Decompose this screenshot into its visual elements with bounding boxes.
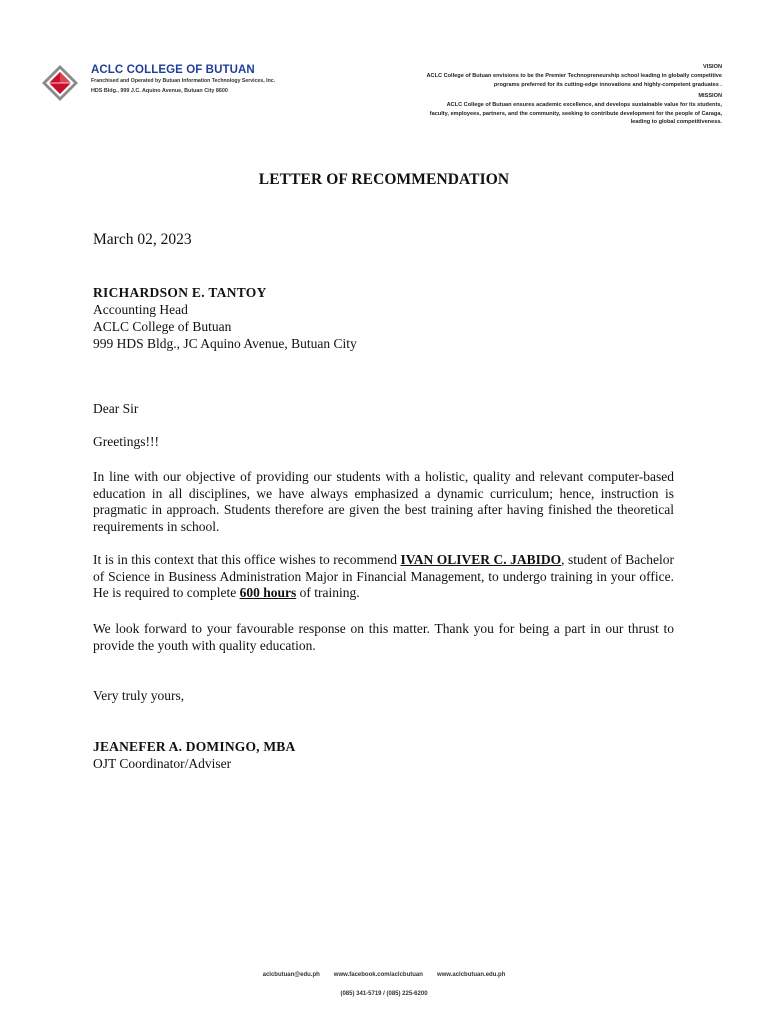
salutation: Dear Sir bbox=[93, 401, 139, 416]
signature-block bbox=[93, 739, 295, 772]
recipient-address: 999 HDS Bldg., JC Aquino Avenue, Butuan City bbox=[93, 336, 357, 351]
paragraph-text: of training. bbox=[296, 585, 360, 600]
student-name: IVAN OLIVER C. JABIDO bbox=[400, 552, 562, 567]
mission-text-line: leading to global competitiveness. bbox=[630, 119, 722, 126]
footer-contact-row bbox=[0, 972, 768, 978]
recipient-name: RICHARDSON E. TANTOY bbox=[93, 285, 267, 300]
letter-date: March 02, 2023 bbox=[93, 231, 192, 248]
aclc-diamond-logo-icon bbox=[40, 63, 80, 103]
school-name: ACLC COLLEGE OF BUTUAN bbox=[91, 64, 255, 76]
mission-heading: MISSION bbox=[698, 92, 722, 99]
franchise-line: Franchised and Operated by Butuan Information Technology Services, Inc. bbox=[91, 78, 276, 84]
paragraph-recommendation bbox=[93, 552, 674, 602]
complimentary-close: Very truly yours, bbox=[93, 688, 185, 703]
paragraph-text: , student of Bachelor of Science in Business Administration Major in Financial Management, to undergo training in your office. He is required to complete bbox=[93, 552, 674, 600]
mission-text-line: faculty, employees, partners, and the community, seeking to contribute development for the people of Caraga, bbox=[429, 110, 722, 117]
vision-mission-block bbox=[342, 63, 722, 127]
signer-name: JEANEFER A. DOMINGO, MBA bbox=[93, 739, 296, 754]
school-address: HDS Bldg., 999 J.C. Aquino Avenue, Butuan City 8600 bbox=[91, 88, 228, 94]
paragraph-objective: In line with our objective of providing our students with a holistic, quality and relevant computer-based education in all disciplines, we have always emphasized a dynamic curriculum; hence, instruction is pragmatic in approach. Students therefore are given the best training after having finished the theoretical requirements in school. bbox=[93, 469, 674, 534]
footer-phones: (085) 341-5719 / (085) 225-6200 bbox=[340, 991, 428, 997]
footer bbox=[0, 972, 768, 997]
signer-title: OJT Coordinator/Adviser bbox=[93, 755, 232, 771]
vision-text-line: ACLC College of Butuan envisions to be the Premier Technopreneurship school leading in globally competitive bbox=[426, 72, 722, 79]
paragraph-closing-remarks: We look forward to your favourable response on this matter. Thank you for being a part in our thrust to provide the youth with quality education. bbox=[93, 621, 674, 653]
vision-heading: VISION bbox=[703, 64, 722, 70]
recipient-organization: ACLC College of Butuan bbox=[93, 319, 232, 334]
recipient-position: Accounting Head bbox=[93, 302, 188, 317]
letter-title: LETTER OF RECOMMENDATION bbox=[258, 171, 510, 188]
footer-website: www.aclcbutuan.edu.ph bbox=[436, 972, 506, 978]
footer-email: aclcbutuan@edu.ph bbox=[262, 972, 320, 978]
school-header bbox=[91, 64, 275, 94]
required-hours: 600 hours bbox=[239, 585, 297, 600]
mission-text-line: ACLC College of Butuan ensures academic excellence, and develops sustainable value for its students, bbox=[446, 101, 722, 108]
greeting: Greetings!!! bbox=[93, 434, 159, 449]
vision-text-line: programs preferred for its cutting-edge innovations and highly-competent graduates . bbox=[493, 81, 722, 88]
recipient-block bbox=[93, 284, 357, 352]
paragraph-text: It is in this context that this office wishes to recommend bbox=[93, 552, 401, 567]
footer-facebook: www.facebook.com/aclcbutuan bbox=[333, 972, 423, 978]
